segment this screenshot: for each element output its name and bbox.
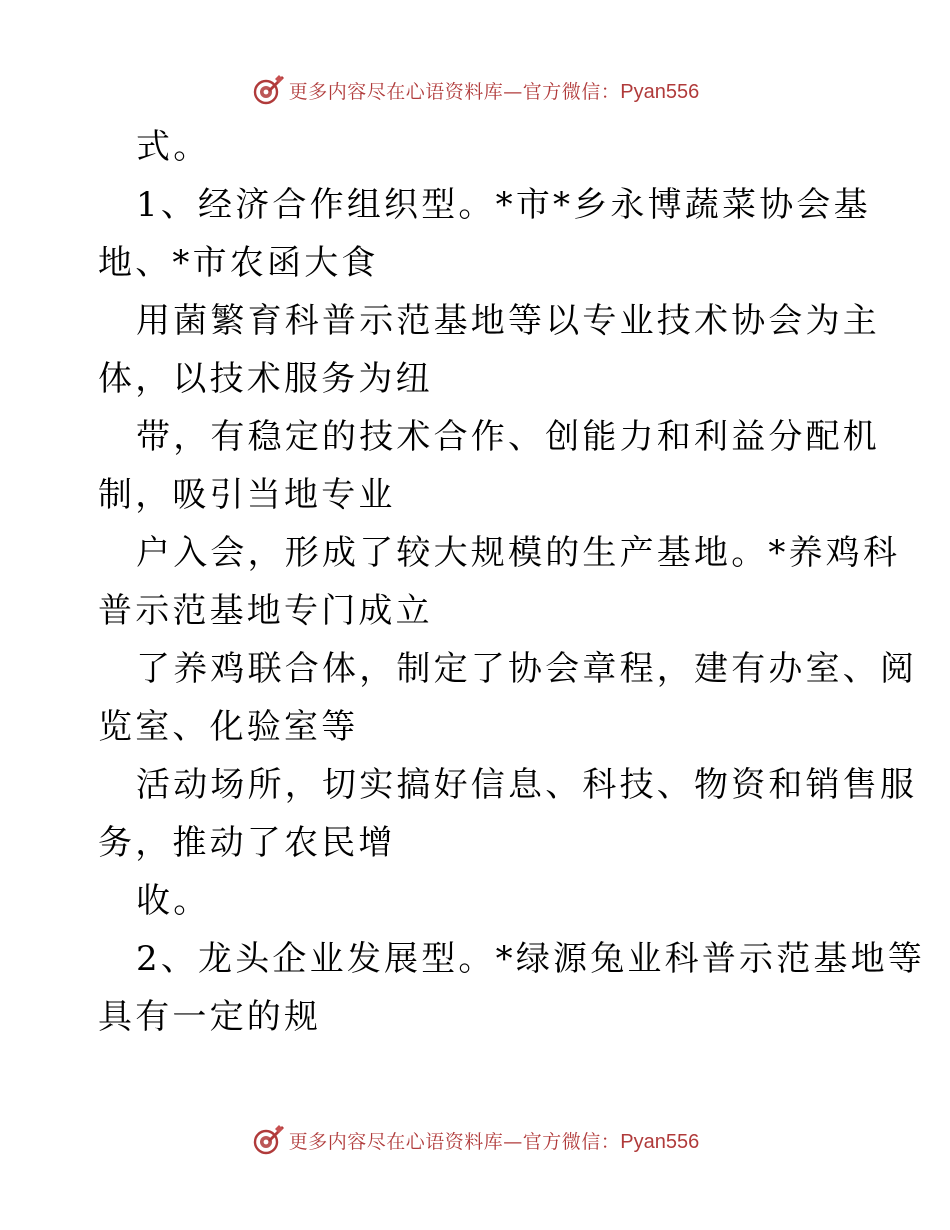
footer-watermark-text [289, 1127, 699, 1154]
body-line: 务，推动了农民增 [98, 823, 396, 863]
footer-watermark-id: Pyan556 [620, 1130, 700, 1153]
quill-pen-logo-icon [251, 1123, 285, 1157]
header-watermark [0, 70, 950, 110]
body-line: 制，吸引当地专业 [98, 475, 396, 515]
header-watermark-cn: 更多内容尽在心语资料库—官方微信： [288, 80, 621, 103]
body-line: 地、*市农函大食 [98, 243, 379, 283]
body-line: 了养鸡联合体，制定了协会章程，建有办室、阅 [136, 649, 918, 689]
body-line: 式。 [136, 127, 211, 167]
footer-watermark-cn: 更多内容尽在心语资料库—官方微信： [288, 1130, 621, 1153]
body-line: 普示范基地专门成立 [98, 591, 433, 631]
body-line: 用菌繁育科普示范基地等以专业技术协会为主 [136, 301, 880, 341]
header-watermark-text [289, 77, 699, 104]
body-line: 览室、化验室等 [98, 707, 359, 747]
body-line: 活动场所，切实搞好信息、科技、物资和销售服 [136, 765, 918, 805]
body-line: 体，以技术服务为纽 [98, 359, 433, 399]
body-line: 具有一定的规 [98, 997, 322, 1037]
header-watermark-id: Pyan556 [620, 80, 700, 103]
body-line: 收。 [136, 881, 211, 921]
quill-pen-logo-icon [251, 73, 285, 107]
document-body [98, 118, 926, 1046]
body-line: 2、龙头企业发展型。*绿源兔业科普示范基地等 [136, 939, 926, 979]
footer-watermark [0, 1120, 950, 1160]
body-line: 带，有稳定的技术合作、创能力和利益分配机 [136, 417, 880, 457]
body-line: 户入会，形成了较大规模的生产基地。*养鸡科 [136, 533, 901, 573]
body-line: 1、经济合作组织型。*市*乡永博蔬菜协会基 [136, 185, 871, 225]
